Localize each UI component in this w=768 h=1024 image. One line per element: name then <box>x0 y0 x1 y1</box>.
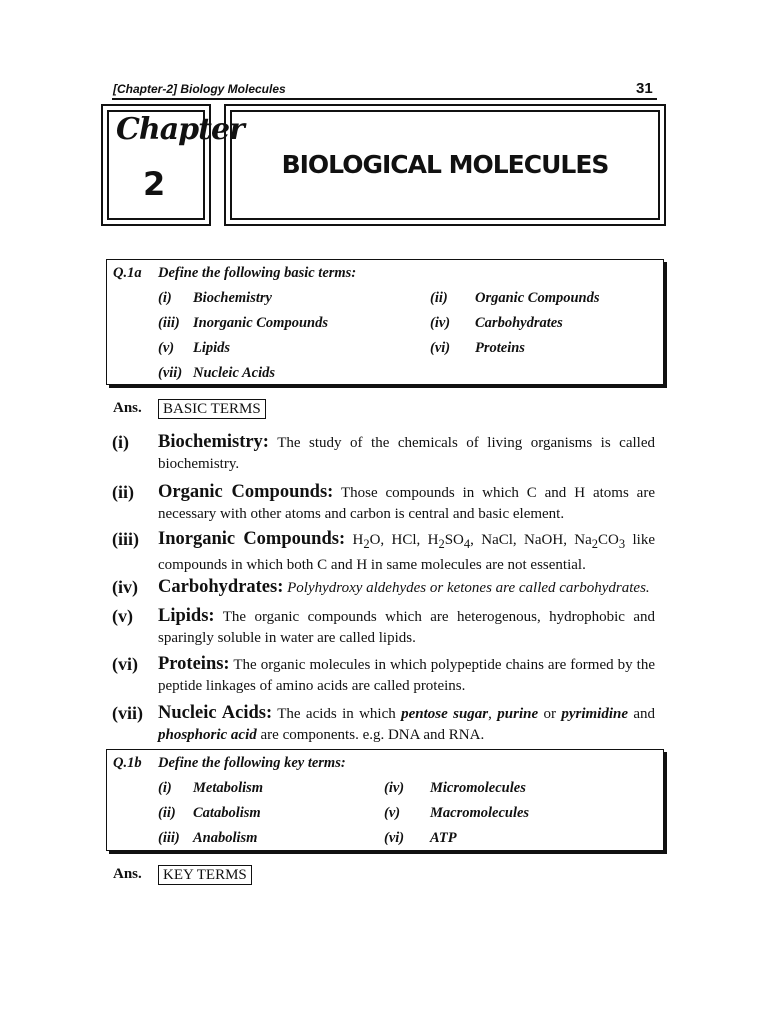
formula-sub: 4 <box>463 537 471 551</box>
entry-number: (iii) <box>112 529 139 549</box>
entry-term: Inorganic Compounds: <box>158 529 346 549</box>
item-label: Biochemistry <box>193 290 272 306</box>
page-number: 31 <box>636 80 653 97</box>
entry-term: Nucleic Acids: <box>158 703 273 723</box>
item-num: (vi) <box>430 340 451 356</box>
question-prompt: Define the following key terms: <box>158 755 346 771</box>
entry-text: compounds in which both C and H in same molecules are not essential. <box>158 557 586 573</box>
answer-label: Ans. <box>113 866 142 882</box>
item-label: Macromolecules <box>430 805 530 821</box>
answer-label: Ans. <box>113 400 142 416</box>
item-label: Catabolism <box>193 805 261 821</box>
entry-text: Polyhydroxy aldehydes or ketones are called carbohydrates. <box>287 580 650 596</box>
entry-nucleic-acids <box>158 703 655 746</box>
item-num: (ii) <box>430 290 448 306</box>
entry-text: The organic molecules in which polypeptide chains are formed by the peptide linkages of amino acids are called proteins. <box>158 657 655 694</box>
item-num: (iv) <box>430 315 451 331</box>
entry-number: (vii) <box>112 703 143 723</box>
entry-text: , <box>488 706 498 722</box>
item-label: ATP <box>430 830 457 846</box>
answer-heading-box: KEY TERMS <box>158 865 252 885</box>
entry-text: Those compounds in which C and H atoms are necessary with other atoms and carbon is central and basic element. <box>158 485 655 522</box>
formula-sub: 2 <box>438 537 445 551</box>
item-num: (iii) <box>158 315 180 331</box>
item-label: Metabolism <box>193 780 264 796</box>
formula-sub: 2 <box>591 537 599 551</box>
item-label: Carbohydrates <box>475 315 563 331</box>
item-label: Nucleic Acids <box>193 365 276 381</box>
chapter-number: 2 <box>143 165 166 203</box>
header-rule <box>112 98 657 100</box>
entry-carbohydrates <box>158 577 655 599</box>
item-label: Inorganic Compounds <box>193 315 328 331</box>
formula-sub: 2 <box>363 537 370 551</box>
running-header: [Chapter-2] Biology Molecules <box>113 82 286 96</box>
entry-text: are components. e.g. DNA and RNA. <box>256 727 485 743</box>
item-num: (v) <box>158 340 175 356</box>
entry-lipids <box>158 606 655 649</box>
chapter-title: BIOLOGICAL MOLECULES <box>281 150 609 179</box>
question-tag: Q.1a <box>113 265 142 281</box>
formula: SO <box>444 532 464 548</box>
entry-term: Lipids: <box>158 606 215 626</box>
item-num: (v) <box>384 805 401 821</box>
item-label: Anabolism <box>193 830 258 846</box>
item-label: Organic Compounds <box>475 290 600 306</box>
entry-number: (vi) <box>112 654 138 674</box>
entry-number: (ii) <box>112 482 134 502</box>
item-num: (ii) <box>158 805 176 821</box>
entry-text: and <box>628 706 656 722</box>
entry-text: or <box>538 706 562 722</box>
emphasis: purine <box>497 706 539 722</box>
entry-organic <box>158 482 655 525</box>
item-num: (iii) <box>158 830 180 846</box>
chapter-word: Chapter <box>116 112 244 147</box>
entry-number: (iv) <box>112 577 138 597</box>
entry-term: Carbohydrates: <box>158 577 284 597</box>
entry-inorganic <box>158 529 655 576</box>
entry-term: Organic Compounds: <box>158 482 334 502</box>
item-num: (vii) <box>158 365 183 381</box>
item-label: Proteins <box>475 340 525 356</box>
item-num: (vi) <box>384 830 405 846</box>
item-label: Micromolecules <box>430 780 526 796</box>
formula-sub: 3 <box>618 537 626 551</box>
answer-heading-box: BASIC TERMS <box>158 399 266 419</box>
item-num: (i) <box>158 780 172 796</box>
entry-number: (v) <box>112 606 133 626</box>
emphasis: pentose sugar <box>401 706 489 722</box>
entry-text: The acids in which <box>277 706 402 722</box>
entry-proteins <box>158 654 655 697</box>
entry-number: (i) <box>112 432 129 452</box>
entry-text: The organic compounds which are heterogenous, hydrophobic and sparingly soluble in water are called lipids. <box>158 609 656 646</box>
formula: H <box>352 532 364 548</box>
item-num: (iv) <box>384 780 405 796</box>
emphasis: pyrimidine <box>561 706 628 722</box>
entry-biochemistry <box>158 432 655 475</box>
formula: like <box>625 532 655 548</box>
question-prompt: Define the following basic terms: <box>158 265 357 281</box>
item-label: Lipids <box>193 340 231 356</box>
entry-term: Biochemistry: <box>158 432 269 452</box>
item-num: (i) <box>158 290 172 306</box>
formula: CO <box>598 532 619 548</box>
formula: , NaCl, NaOH, Na <box>470 532 592 548</box>
emphasis: phosphoric acid <box>158 727 257 743</box>
question-tag: Q.1b <box>113 755 142 771</box>
entry-text: The study of the chemicals of living organisms is called biochemistry. <box>158 435 655 472</box>
entry-term: Proteins: <box>158 654 230 674</box>
formula: O, HCl, H <box>369 532 439 548</box>
